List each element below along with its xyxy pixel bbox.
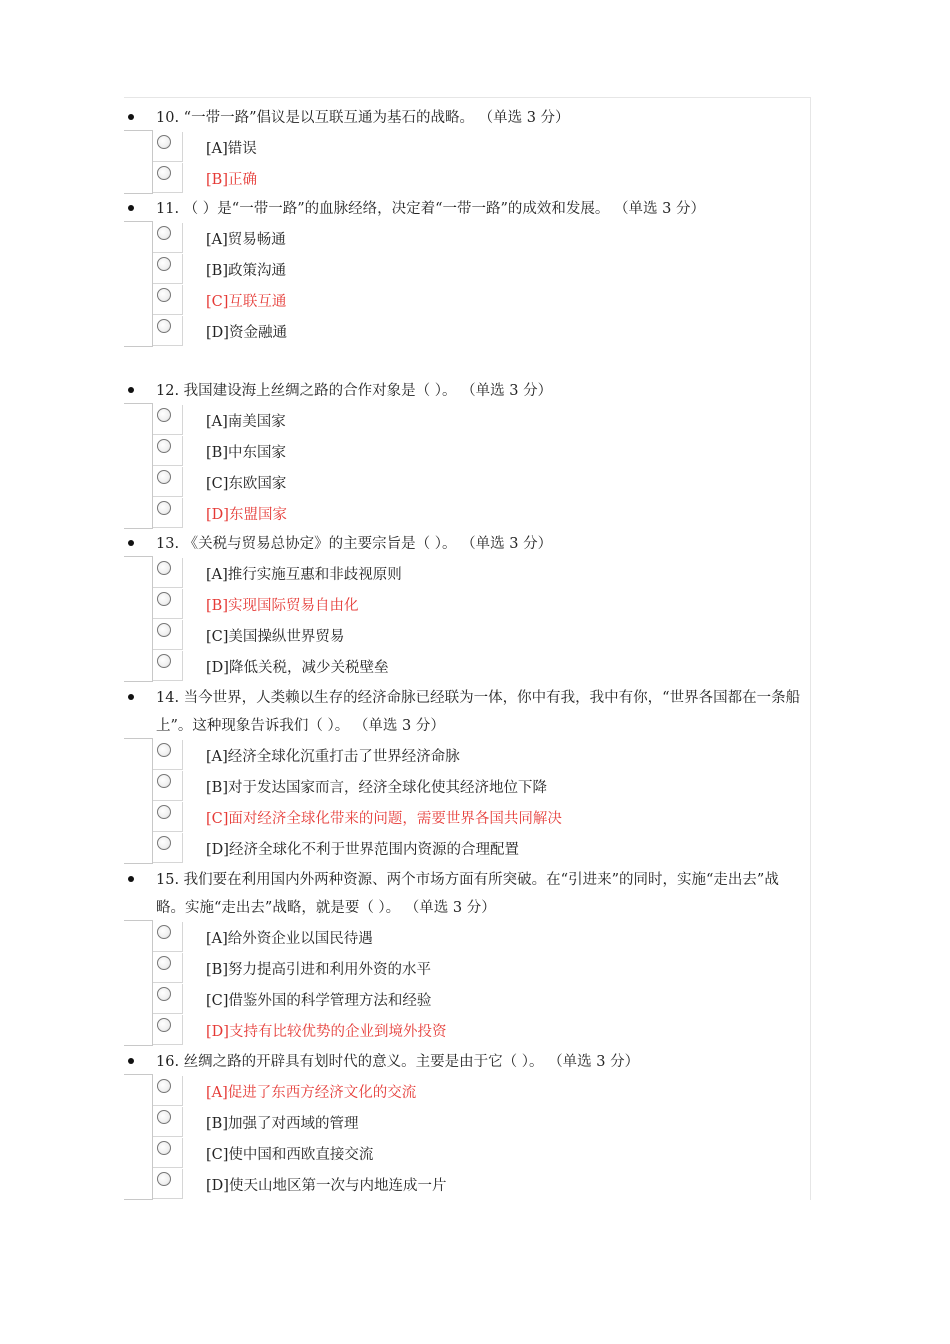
option-row[interactable] [124, 1015, 810, 1046]
question-item [124, 530, 810, 682]
radio-button-icon[interactable] [157, 439, 171, 453]
option-row[interactable] [124, 771, 810, 802]
radio-cell [153, 1169, 183, 1199]
radio-button-icon[interactable] [157, 1079, 171, 1093]
radio-button-icon[interactable] [157, 408, 171, 422]
option-label: [B]实现国际贸易自由化 [206, 598, 359, 614]
question-item [124, 104, 810, 194]
option-list [124, 405, 810, 529]
option-row[interactable] [124, 163, 810, 194]
option-list [124, 922, 810, 1046]
option-row[interactable] [124, 558, 810, 589]
radio-cell [153, 223, 183, 253]
option-label: [C]面对经济全球化带来的问题，需要世界各国共同解决 [206, 811, 562, 827]
option-label: [A]贸易畅通 [206, 232, 286, 248]
radio-cell [153, 1076, 183, 1106]
option-label: [A]给外资企业以国民待遇 [206, 931, 373, 947]
radio-button-icon[interactable] [157, 1141, 171, 1155]
question-label: 11. （ ）是“一带一路”的血脉经络，决定着“一带一路”的成效和发展。 （单选 3 分） [156, 201, 705, 217]
radio-button-icon[interactable] [157, 1018, 171, 1032]
option-label: [D]使天山地区第一次与内地连成一片 [206, 1178, 447, 1194]
radio-cell [153, 132, 183, 162]
radio-cell [153, 1107, 183, 1137]
question-label: 14. 当今世界，人类赖以生存的经济命脉已经联为一体，你中有我，我中有你，“世界各国都在一条船上”。这种现象告诉我们（ ）。 （单选 3 分） [156, 690, 801, 734]
option-row[interactable] [124, 316, 810, 347]
option-label: [A]促进了东西方经济文化的交流 [206, 1085, 417, 1101]
radio-cell [153, 740, 183, 770]
bullet-icon [128, 387, 134, 393]
question-item [124, 684, 810, 864]
option-row[interactable] [124, 620, 810, 651]
option-row[interactable] [124, 254, 810, 285]
option-label: [A]错误 [206, 141, 257, 157]
question-text [124, 104, 810, 132]
option-row[interactable] [124, 922, 810, 953]
option-row[interactable] [124, 223, 810, 254]
radio-cell [153, 1138, 183, 1168]
radio-button-icon[interactable] [157, 1110, 171, 1124]
radio-button-icon[interactable] [157, 836, 171, 850]
option-row[interactable] [124, 132, 810, 163]
question-item [124, 195, 810, 347]
radio-cell [153, 558, 183, 588]
radio-cell [153, 620, 183, 650]
bullet-icon [128, 1058, 134, 1064]
option-list [124, 223, 810, 347]
option-row[interactable] [124, 467, 810, 498]
option-row[interactable] [124, 498, 810, 529]
question-text [124, 195, 810, 223]
radio-cell [153, 802, 183, 832]
radio-cell [153, 436, 183, 466]
option-row[interactable] [124, 1138, 810, 1169]
radio-button-icon[interactable] [157, 135, 171, 149]
radio-button-icon[interactable] [157, 925, 171, 939]
radio-cell [153, 833, 183, 863]
question-label: 13. 《关税与贸易总协定》的主要宗旨是（ ）。 （单选 3 分） [156, 536, 553, 552]
radio-button-icon[interactable] [157, 319, 171, 333]
radio-button-icon[interactable] [157, 743, 171, 757]
radio-cell [153, 285, 183, 315]
radio-cell [153, 467, 183, 497]
option-row[interactable] [124, 984, 810, 1015]
option-row[interactable] [124, 1107, 810, 1138]
question-text [124, 377, 810, 405]
option-row[interactable] [124, 1169, 810, 1200]
option-list [124, 1076, 810, 1200]
question-label: 16. 丝绸之路的开辟具有划时代的意义。主要是由于它（ ）。 （单选 3 分） [156, 1054, 640, 1070]
question-label: 12. 我国建设海上丝绸之路的合作对象是（ ）。 （单选 3 分） [156, 383, 553, 399]
option-label: [A]经济全球化沉重打击了世界经济命脉 [206, 749, 460, 765]
radio-cell [153, 984, 183, 1014]
option-label: [D]东盟国家 [206, 507, 287, 523]
option-label: [C]借鉴外国的科学管理方法和经验 [206, 993, 432, 1009]
option-list [124, 132, 810, 194]
option-row[interactable] [124, 953, 810, 984]
option-row[interactable] [124, 436, 810, 467]
option-label: [C]互联互通 [206, 294, 287, 310]
radio-cell [153, 589, 183, 619]
radio-cell [153, 254, 183, 284]
option-label: [B]中东国家 [206, 445, 286, 461]
option-row[interactable] [124, 405, 810, 436]
radio-button-icon[interactable] [157, 501, 171, 515]
question-item [124, 1048, 810, 1200]
option-row[interactable] [124, 589, 810, 620]
option-label: [B]对于发达国家而言，经济全球化使其经济地位下降 [206, 780, 547, 796]
question-text [124, 530, 810, 558]
option-label: [D]经济全球化不利于世界范围内资源的合理配置 [206, 842, 519, 858]
radio-cell [153, 922, 183, 952]
question-item [124, 866, 810, 1046]
radio-button-icon[interactable] [157, 592, 171, 606]
option-label: [D]资金融通 [206, 325, 287, 341]
option-label: [D]降低关税，减少关税壁垒 [206, 660, 389, 676]
option-label: [B]努力提高引进和利用外资的水平 [206, 962, 431, 978]
option-label: [A]南美国家 [206, 414, 286, 430]
radio-button-icon[interactable] [157, 654, 171, 668]
option-label: [B]加强了对西域的管理 [206, 1116, 359, 1132]
radio-button-icon[interactable] [157, 561, 171, 575]
question-text [124, 684, 810, 740]
question-label: 15. 我们要在利用国内外两种资源、两个市场方面有所突破。在“引进来”的同时，实施“走出去”战略。实施“走出去”战略，就是要（ ）。 （单选 3 分） [156, 872, 779, 916]
option-row[interactable] [124, 802, 810, 833]
radio-cell [153, 163, 183, 193]
radio-button-icon[interactable] [157, 623, 171, 637]
radio-cell [153, 498, 183, 528]
question-item [124, 377, 810, 529]
radio-cell [153, 953, 183, 983]
radio-cell [153, 405, 183, 435]
bullet-icon [128, 694, 134, 700]
option-row[interactable] [124, 1076, 810, 1107]
radio-cell [153, 771, 183, 801]
option-label: [C]美国操纵世界贸易 [206, 629, 345, 645]
radio-cell [153, 1015, 183, 1045]
option-row[interactable] [124, 285, 810, 316]
radio-cell [153, 316, 183, 346]
bullet-icon [128, 114, 134, 120]
radio-cell [153, 651, 183, 681]
question-text [124, 1048, 810, 1076]
radio-button-icon[interactable] [157, 257, 171, 271]
radio-button-icon[interactable] [157, 470, 171, 484]
radio-button-icon[interactable] [157, 1172, 171, 1186]
bullet-icon [128, 540, 134, 546]
radio-button-icon[interactable] [157, 805, 171, 819]
radio-button-icon[interactable] [157, 774, 171, 788]
option-label: [A]推行实施互惠和非歧视原则 [206, 567, 402, 583]
bullet-icon [128, 205, 134, 211]
question-text [124, 866, 810, 922]
question-label: 10. “一带一路”倡议是以互联互通为基石的战略。 （单选 3 分） [156, 110, 570, 126]
radio-button-icon[interactable] [157, 987, 171, 1001]
bullet-icon [128, 876, 134, 882]
option-list [124, 740, 810, 864]
option-list [124, 558, 810, 682]
option-row[interactable] [124, 651, 810, 682]
option-label: [B]政策沟通 [206, 263, 286, 279]
radio-button-icon[interactable] [157, 288, 171, 302]
option-label: [C]使中国和西欧直接交流 [206, 1147, 374, 1163]
radio-button-icon[interactable] [157, 226, 171, 240]
option-row[interactable] [124, 833, 810, 864]
radio-button-icon[interactable] [157, 166, 171, 180]
option-label: [D]支持有比较优势的企业到境外投资 [206, 1024, 447, 1040]
option-label: [B]正确 [206, 172, 257, 188]
radio-button-icon[interactable] [157, 956, 171, 970]
option-row[interactable] [124, 740, 810, 771]
option-label: [C]东欧国家 [206, 476, 287, 492]
